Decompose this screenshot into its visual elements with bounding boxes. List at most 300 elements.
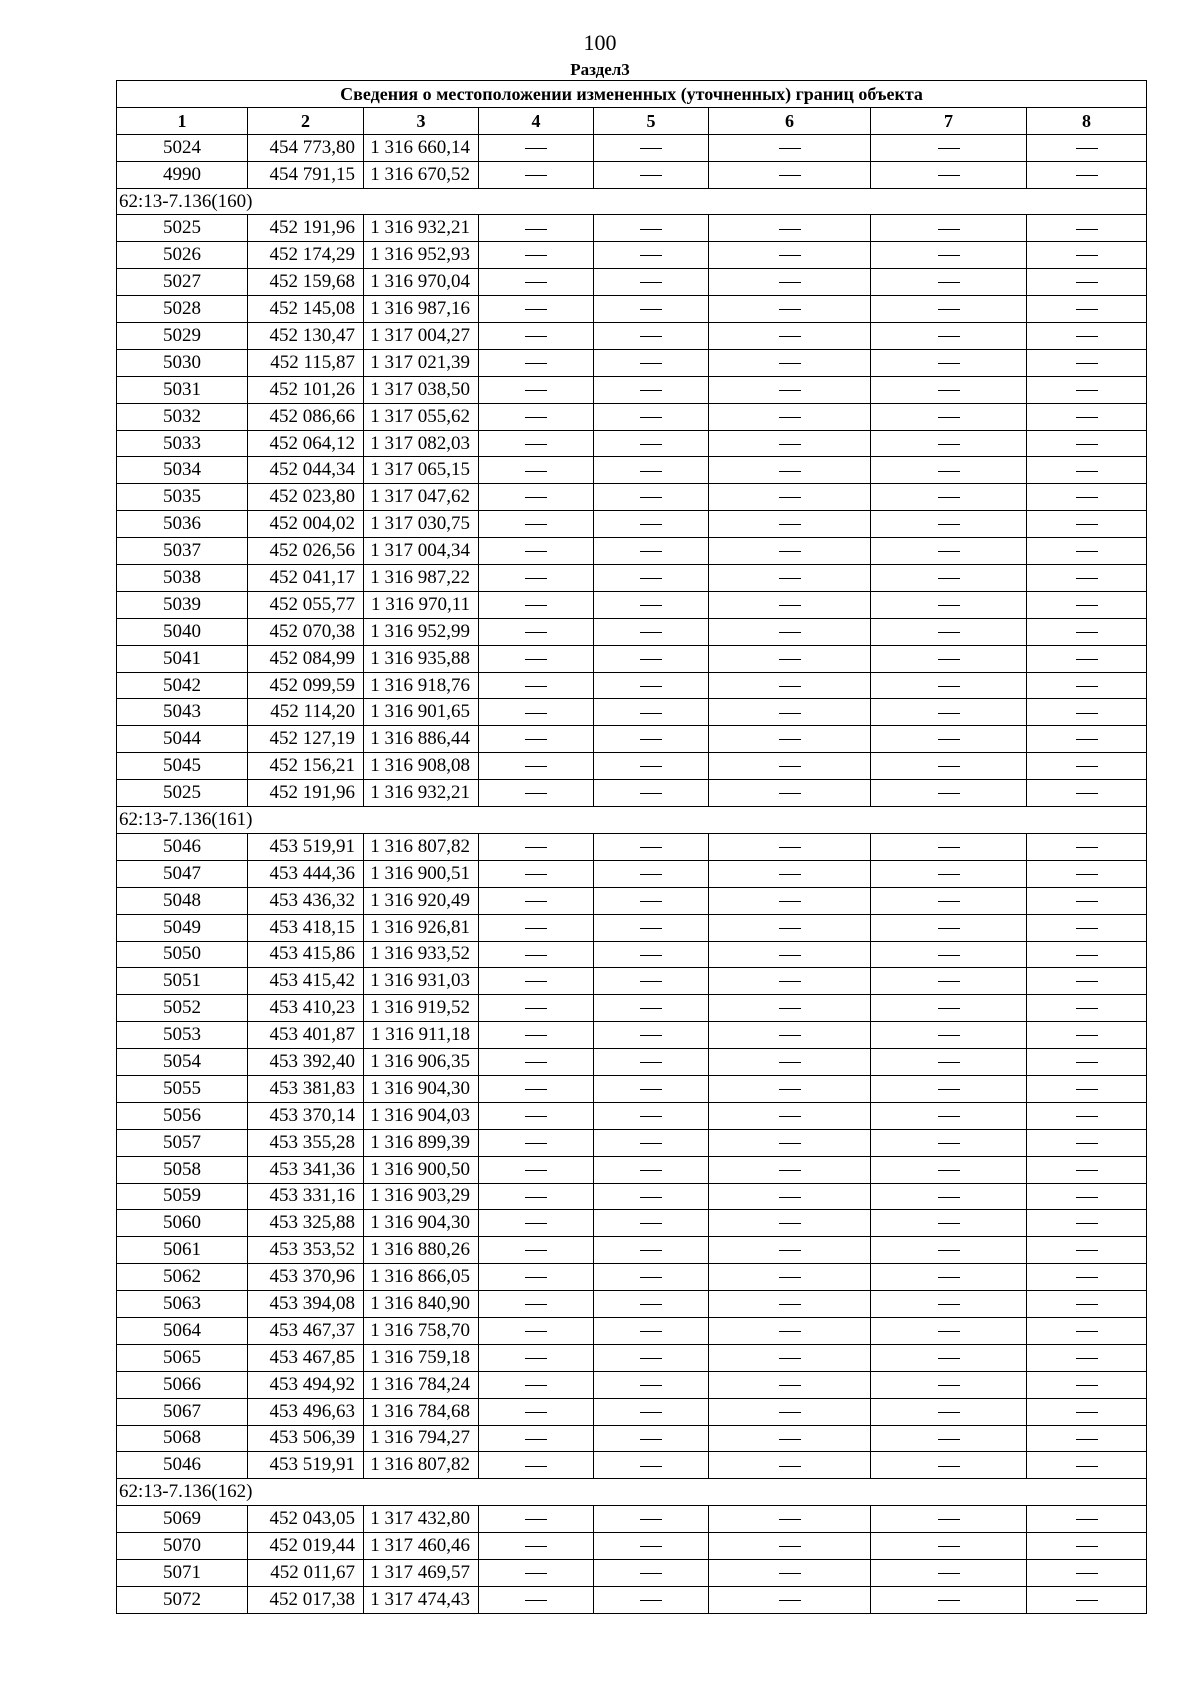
empty-cell xyxy=(871,914,1027,941)
coord-y: 1 317 474,43 xyxy=(364,1586,479,1613)
point-id: 5065 xyxy=(117,1344,248,1371)
coord-x: 453 519,91 xyxy=(248,1452,364,1479)
empty-cell xyxy=(1027,296,1147,323)
dash-mark xyxy=(779,336,801,337)
dash-mark xyxy=(779,1197,801,1198)
empty-cell xyxy=(594,1291,709,1318)
point-id: 5046 xyxy=(117,1452,248,1479)
table-row xyxy=(117,1210,1147,1237)
dash-mark xyxy=(779,175,801,176)
dash-mark xyxy=(640,1062,662,1063)
empty-cell xyxy=(479,753,594,780)
empty-cell xyxy=(871,1425,1027,1452)
point-id: 5034 xyxy=(117,457,248,484)
dash-mark xyxy=(640,659,662,660)
empty-cell xyxy=(479,215,594,242)
dash-mark xyxy=(525,901,547,902)
dash-mark xyxy=(640,175,662,176)
point-id: 5038 xyxy=(117,565,248,592)
point-id: 5032 xyxy=(117,403,248,430)
point-id: 5071 xyxy=(117,1559,248,1586)
empty-cell xyxy=(594,269,709,296)
coord-y: 1 316 903,29 xyxy=(364,1183,479,1210)
table-row xyxy=(117,618,1147,645)
empty-cell xyxy=(479,457,594,484)
dash-mark xyxy=(1076,1331,1098,1332)
dash-mark xyxy=(1076,148,1098,149)
table-row xyxy=(117,323,1147,350)
empty-cell xyxy=(709,914,871,941)
coord-y: 1 316 970,04 xyxy=(364,269,479,296)
column-header: 6 xyxy=(709,107,871,134)
empty-cell xyxy=(479,269,594,296)
dash-mark xyxy=(938,686,960,687)
point-id: 5024 xyxy=(117,134,248,161)
point-id: 5035 xyxy=(117,484,248,511)
dash-mark xyxy=(938,497,960,498)
empty-cell xyxy=(709,887,871,914)
empty-cell xyxy=(479,968,594,995)
empty-cell xyxy=(871,591,1027,618)
empty-cell xyxy=(709,1291,871,1318)
table-row xyxy=(117,995,1147,1022)
coord-x: 452 115,87 xyxy=(248,349,364,376)
dash-mark xyxy=(640,1439,662,1440)
empty-cell xyxy=(594,914,709,941)
empty-cell xyxy=(594,645,709,672)
coord-x: 452 145,08 xyxy=(248,296,364,323)
empty-cell xyxy=(594,672,709,699)
dash-mark xyxy=(779,1250,801,1251)
empty-cell xyxy=(1027,1344,1147,1371)
empty-cell xyxy=(1027,1156,1147,1183)
empty-cell xyxy=(709,134,871,161)
empty-cell xyxy=(1027,1506,1147,1533)
empty-cell xyxy=(709,1533,871,1560)
dash-mark xyxy=(640,309,662,310)
dash-mark xyxy=(938,551,960,552)
empty-cell xyxy=(479,995,594,1022)
coord-y: 1 316 904,30 xyxy=(364,1210,479,1237)
dash-mark xyxy=(525,605,547,606)
dash-mark xyxy=(640,713,662,714)
empty-cell xyxy=(594,726,709,753)
dash-mark xyxy=(1076,793,1098,794)
dash-mark xyxy=(640,1331,662,1332)
empty-cell xyxy=(1027,242,1147,269)
dash-mark xyxy=(779,686,801,687)
dash-mark xyxy=(640,793,662,794)
table-row xyxy=(117,1398,1147,1425)
dash-mark xyxy=(779,605,801,606)
coord-y: 1 316 931,03 xyxy=(364,968,479,995)
dash-mark xyxy=(640,471,662,472)
dash-mark xyxy=(779,417,801,418)
dash-mark xyxy=(525,336,547,337)
dash-mark xyxy=(525,1170,547,1171)
point-id: 5056 xyxy=(117,1102,248,1129)
coord-y: 1 316 784,68 xyxy=(364,1398,479,1425)
empty-cell xyxy=(871,1317,1027,1344)
coord-y: 1 316 901,65 xyxy=(364,699,479,726)
dash-mark xyxy=(525,739,547,740)
empty-cell xyxy=(871,1586,1027,1613)
table-row xyxy=(117,134,1147,161)
table-row xyxy=(117,430,1147,457)
empty-cell xyxy=(1027,269,1147,296)
empty-cell xyxy=(479,1317,594,1344)
coord-x: 453 410,23 xyxy=(248,995,364,1022)
empty-cell xyxy=(871,1398,1027,1425)
coord-x: 453 415,86 xyxy=(248,941,364,968)
dash-mark xyxy=(1076,336,1098,337)
empty-cell xyxy=(479,1559,594,1586)
empty-cell xyxy=(709,645,871,672)
dash-mark xyxy=(1076,928,1098,929)
dash-mark xyxy=(779,793,801,794)
dash-mark xyxy=(779,1519,801,1520)
empty-cell xyxy=(1027,134,1147,161)
coord-y: 1 316 919,52 xyxy=(364,995,479,1022)
coord-x: 452 044,34 xyxy=(248,457,364,484)
dash-mark xyxy=(938,336,960,337)
dash-mark xyxy=(938,363,960,364)
empty-cell xyxy=(709,591,871,618)
dash-mark xyxy=(779,1143,801,1144)
dash-mark xyxy=(779,444,801,445)
table-row xyxy=(117,1156,1147,1183)
dash-mark xyxy=(525,471,547,472)
dash-mark xyxy=(525,1223,547,1224)
coord-y: 1 316 918,76 xyxy=(364,672,479,699)
empty-cell xyxy=(871,134,1027,161)
coord-x: 452 191,96 xyxy=(248,215,364,242)
coord-x: 453 392,40 xyxy=(248,1049,364,1076)
empty-cell xyxy=(479,349,594,376)
empty-cell xyxy=(871,887,1027,914)
dash-mark xyxy=(779,1170,801,1171)
dash-mark xyxy=(938,1116,960,1117)
empty-cell xyxy=(594,1559,709,1586)
dash-mark xyxy=(1076,901,1098,902)
dash-mark xyxy=(779,739,801,740)
dash-mark xyxy=(779,632,801,633)
dash-mark xyxy=(1076,686,1098,687)
point-id: 5057 xyxy=(117,1129,248,1156)
dash-mark xyxy=(779,471,801,472)
dash-mark xyxy=(1076,471,1098,472)
empty-cell xyxy=(1027,591,1147,618)
empty-cell xyxy=(594,349,709,376)
coord-x: 452 086,66 xyxy=(248,403,364,430)
dash-mark xyxy=(525,524,547,525)
dash-mark xyxy=(640,1304,662,1305)
empty-cell xyxy=(871,242,1027,269)
empty-cell xyxy=(1027,1559,1147,1586)
table-row xyxy=(117,269,1147,296)
empty-cell xyxy=(871,484,1027,511)
coord-x: 453 331,16 xyxy=(248,1183,364,1210)
dash-mark xyxy=(525,1250,547,1251)
table-row xyxy=(117,1317,1147,1344)
group-row xyxy=(117,1479,1147,1506)
empty-cell xyxy=(709,1102,871,1129)
dash-mark xyxy=(779,659,801,660)
dash-mark xyxy=(1076,444,1098,445)
point-id: 5050 xyxy=(117,941,248,968)
empty-cell xyxy=(1027,968,1147,995)
dash-mark xyxy=(640,901,662,902)
empty-cell xyxy=(479,860,594,887)
empty-cell xyxy=(594,1506,709,1533)
empty-cell xyxy=(709,753,871,780)
empty-cell xyxy=(1027,1102,1147,1129)
empty-cell xyxy=(709,1559,871,1586)
coord-y: 1 316 908,08 xyxy=(364,753,479,780)
coord-y: 1 317 055,62 xyxy=(364,403,479,430)
coord-x: 452 043,05 xyxy=(248,1506,364,1533)
empty-cell xyxy=(479,941,594,968)
table-row xyxy=(117,349,1147,376)
coord-x: 452 017,38 xyxy=(248,1586,364,1613)
dash-mark xyxy=(1076,1439,1098,1440)
empty-cell xyxy=(709,161,871,188)
empty-cell xyxy=(709,941,871,968)
empty-cell xyxy=(479,1237,594,1264)
dash-mark xyxy=(779,766,801,767)
dash-mark xyxy=(1076,981,1098,982)
dash-mark xyxy=(938,739,960,740)
coord-x: 452 023,80 xyxy=(248,484,364,511)
coord-y: 1 317 469,57 xyxy=(364,1559,479,1586)
dash-mark xyxy=(938,1035,960,1036)
empty-cell xyxy=(871,699,1027,726)
dash-mark xyxy=(938,524,960,525)
dash-mark xyxy=(1076,1466,1098,1467)
coord-y: 1 316 899,39 xyxy=(364,1129,479,1156)
empty-cell xyxy=(1027,780,1147,807)
coord-y: 1 316 807,82 xyxy=(364,1452,479,1479)
dash-mark xyxy=(525,229,547,230)
dash-mark xyxy=(938,632,960,633)
coord-y: 1 316 926,81 xyxy=(364,914,479,941)
empty-cell xyxy=(1027,941,1147,968)
empty-cell xyxy=(709,1129,871,1156)
empty-cell xyxy=(1027,1022,1147,1049)
dash-mark xyxy=(1076,1143,1098,1144)
empty-cell xyxy=(479,1102,594,1129)
empty-cell xyxy=(594,699,709,726)
coord-y: 1 316 932,21 xyxy=(364,215,479,242)
table-row xyxy=(117,1022,1147,1049)
coord-y: 1 316 904,03 xyxy=(364,1102,479,1129)
dash-mark xyxy=(1076,1412,1098,1413)
coord-x: 453 444,36 xyxy=(248,860,364,887)
empty-cell xyxy=(871,968,1027,995)
empty-cell xyxy=(479,1398,594,1425)
empty-cell xyxy=(1027,833,1147,860)
dash-mark xyxy=(779,390,801,391)
dash-mark xyxy=(525,632,547,633)
point-id: 5043 xyxy=(117,699,248,726)
table-row xyxy=(117,484,1147,511)
point-id: 5061 xyxy=(117,1237,248,1264)
dash-mark xyxy=(640,1546,662,1547)
empty-cell xyxy=(594,1237,709,1264)
dash-mark xyxy=(938,578,960,579)
dash-mark xyxy=(938,1089,960,1090)
coord-x: 452 159,68 xyxy=(248,269,364,296)
table-row xyxy=(117,672,1147,699)
dash-mark xyxy=(938,1600,960,1601)
dash-mark xyxy=(640,1519,662,1520)
dash-mark xyxy=(779,1062,801,1063)
dash-mark xyxy=(1076,1358,1098,1359)
dash-mark xyxy=(640,336,662,337)
empty-cell xyxy=(479,1371,594,1398)
dash-mark xyxy=(779,1385,801,1386)
coord-y: 1 316 906,35 xyxy=(364,1049,479,1076)
point-id: 5060 xyxy=(117,1210,248,1237)
coord-x: 453 370,96 xyxy=(248,1264,364,1291)
empty-cell xyxy=(479,1075,594,1102)
dash-mark xyxy=(640,390,662,391)
coord-y: 1 317 004,27 xyxy=(364,323,479,350)
empty-cell xyxy=(709,860,871,887)
dash-mark xyxy=(938,282,960,283)
coord-y: 1 317 460,46 xyxy=(364,1533,479,1560)
coord-x: 452 055,77 xyxy=(248,591,364,618)
coord-x: 453 436,32 xyxy=(248,887,364,914)
dash-mark xyxy=(1076,632,1098,633)
dash-mark xyxy=(779,1331,801,1332)
empty-cell xyxy=(709,242,871,269)
empty-cell xyxy=(709,1237,871,1264)
table-row xyxy=(117,242,1147,269)
dash-mark xyxy=(640,1600,662,1601)
empty-cell xyxy=(594,941,709,968)
dash-mark xyxy=(938,793,960,794)
empty-cell xyxy=(709,1371,871,1398)
empty-cell xyxy=(479,1129,594,1156)
table-row xyxy=(117,1586,1147,1613)
dash-mark xyxy=(938,955,960,956)
empty-cell xyxy=(594,1533,709,1560)
empty-cell xyxy=(709,1156,871,1183)
dash-mark xyxy=(779,955,801,956)
dash-mark xyxy=(1076,1089,1098,1090)
dash-mark xyxy=(640,1197,662,1198)
dash-mark xyxy=(779,1035,801,1036)
empty-cell xyxy=(1027,860,1147,887)
table-row xyxy=(117,968,1147,995)
empty-cell xyxy=(1027,1183,1147,1210)
dash-mark xyxy=(779,1573,801,1574)
empty-cell xyxy=(709,430,871,457)
empty-cell xyxy=(709,296,871,323)
empty-cell xyxy=(594,242,709,269)
empty-cell xyxy=(1027,672,1147,699)
empty-cell xyxy=(594,887,709,914)
empty-cell xyxy=(709,1049,871,1076)
empty-cell xyxy=(594,753,709,780)
empty-cell xyxy=(871,1506,1027,1533)
table-row xyxy=(117,565,1147,592)
dash-mark xyxy=(1076,1008,1098,1009)
coord-y: 1 316 758,70 xyxy=(364,1317,479,1344)
dash-mark xyxy=(938,1466,960,1467)
empty-cell xyxy=(479,1156,594,1183)
empty-cell xyxy=(871,645,1027,672)
coord-x: 452 156,21 xyxy=(248,753,364,780)
empty-cell xyxy=(709,403,871,430)
empty-cell xyxy=(871,672,1027,699)
empty-cell xyxy=(709,511,871,538)
empty-cell xyxy=(871,538,1027,565)
dash-mark xyxy=(938,175,960,176)
dash-mark xyxy=(1076,955,1098,956)
coord-y: 1 316 840,90 xyxy=(364,1291,479,1318)
dash-mark xyxy=(640,1250,662,1251)
empty-cell xyxy=(1027,1317,1147,1344)
empty-cell xyxy=(709,323,871,350)
empty-cell xyxy=(871,323,1027,350)
dash-mark xyxy=(640,605,662,606)
coord-x: 452 099,59 xyxy=(248,672,364,699)
table-row xyxy=(117,1291,1147,1318)
dash-mark xyxy=(938,928,960,929)
table-row xyxy=(117,941,1147,968)
dash-mark xyxy=(1076,1385,1098,1386)
dash-mark xyxy=(640,1412,662,1413)
table-row xyxy=(117,780,1147,807)
point-id: 5062 xyxy=(117,1264,248,1291)
empty-cell xyxy=(594,995,709,1022)
dash-mark xyxy=(779,363,801,364)
dash-mark xyxy=(938,1143,960,1144)
dash-mark xyxy=(525,1197,547,1198)
empty-cell xyxy=(871,349,1027,376)
coord-x: 453 519,91 xyxy=(248,833,364,860)
empty-cell xyxy=(594,565,709,592)
dash-mark xyxy=(525,175,547,176)
dash-mark xyxy=(525,363,547,364)
coord-x: 452 084,99 xyxy=(248,645,364,672)
empty-cell xyxy=(709,1344,871,1371)
table-row xyxy=(117,753,1147,780)
point-id: 5052 xyxy=(117,995,248,1022)
coord-x: 453 353,52 xyxy=(248,1237,364,1264)
dash-mark xyxy=(779,229,801,230)
coord-x: 452 127,19 xyxy=(248,726,364,753)
dash-mark xyxy=(640,847,662,848)
table-row xyxy=(117,1371,1147,1398)
point-id: 5041 xyxy=(117,645,248,672)
dash-mark xyxy=(640,686,662,687)
point-id: 5027 xyxy=(117,269,248,296)
coord-x: 453 467,85 xyxy=(248,1344,364,1371)
point-id: 5049 xyxy=(117,914,248,941)
dash-mark xyxy=(640,928,662,929)
dash-mark xyxy=(938,1439,960,1440)
empty-cell xyxy=(1027,1291,1147,1318)
column-header: 1 xyxy=(117,107,248,134)
coord-x: 453 394,08 xyxy=(248,1291,364,1318)
coord-y: 1 316 952,99 xyxy=(364,618,479,645)
dash-mark xyxy=(640,417,662,418)
empty-cell xyxy=(871,1291,1027,1318)
dash-mark xyxy=(640,1358,662,1359)
